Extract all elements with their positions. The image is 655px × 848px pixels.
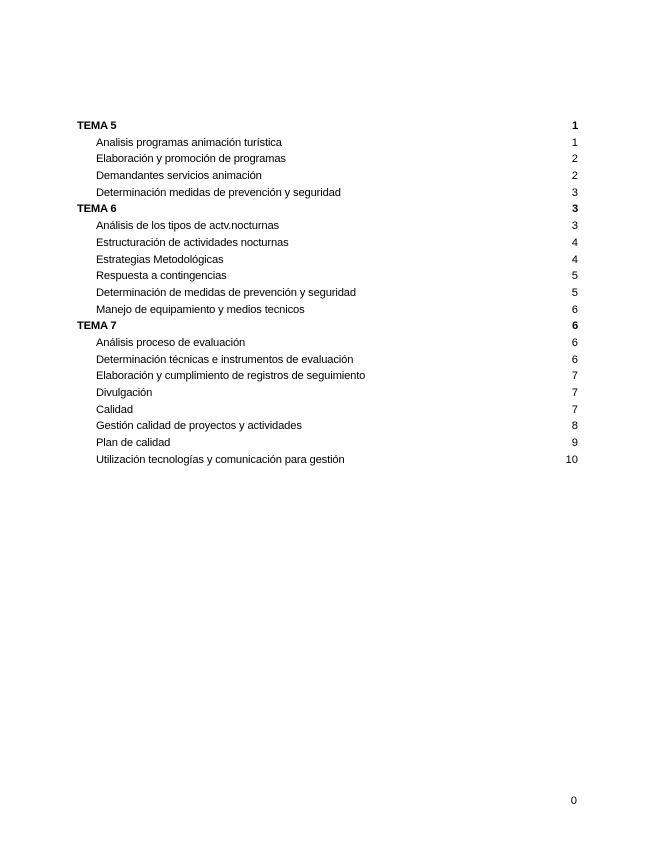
toc-entry-page: 7 bbox=[571, 403, 578, 416]
toc-entry[interactable] bbox=[77, 402, 578, 419]
toc-section-title: TEMA 7 bbox=[77, 320, 117, 333]
toc-entry-text: Manejo de equipamiento y medios tecnicos bbox=[96, 303, 305, 316]
toc-entry-text: Elaboración y cumplimiento de registros de seguimiento bbox=[96, 370, 366, 383]
toc-entry[interactable] bbox=[77, 368, 578, 385]
toc-entry[interactable] bbox=[77, 452, 578, 469]
toc-entry-text: Divulgación bbox=[96, 387, 153, 399]
toc-entry-page: 4 bbox=[571, 236, 578, 249]
toc-entry-page: 5 bbox=[571, 286, 578, 299]
toc-entry-page: 1 bbox=[571, 136, 578, 149]
toc-entry-text: Elaboración y promoción de programas bbox=[96, 153, 286, 166]
toc-entry-page: 4 bbox=[571, 253, 578, 266]
toc-entry[interactable] bbox=[77, 385, 578, 402]
toc-entry[interactable] bbox=[77, 335, 578, 352]
toc-entry-text: Gestión calidad de proyectos y actividades bbox=[96, 420, 302, 433]
toc-entry[interactable] bbox=[77, 418, 578, 435]
toc-section-tema-6[interactable] bbox=[77, 201, 578, 218]
toc-section-title: TEMA 5 bbox=[77, 120, 117, 132]
toc-entry-text: Utilización tecnologías y comunicación para gestión bbox=[96, 453, 345, 466]
toc-entry[interactable] bbox=[77, 252, 578, 269]
toc-entry-text: Respuesta a contingencias bbox=[96, 270, 227, 283]
toc-entry-page: 3 bbox=[571, 186, 578, 199]
toc-entry[interactable] bbox=[77, 285, 578, 302]
toc-entry-page: 10 bbox=[565, 453, 578, 466]
toc-section-title: TEMA 6 bbox=[77, 203, 117, 216]
toc-entry-text: Análisis de los tipos de actv.nocturnas bbox=[96, 220, 279, 233]
toc-entry-page: 6 bbox=[571, 353, 578, 366]
toc-entry[interactable] bbox=[77, 302, 578, 319]
toc-section-page: 6 bbox=[571, 320, 578, 333]
toc-entry-page: 7 bbox=[571, 370, 578, 383]
toc-entry[interactable] bbox=[77, 218, 578, 235]
toc-entry-text: Plan de calidad bbox=[96, 437, 171, 450]
toc-entry-page: 7 bbox=[571, 387, 578, 399]
toc-entry[interactable] bbox=[77, 435, 578, 452]
toc-entry-page: 2 bbox=[571, 153, 578, 166]
page-number: 0 bbox=[570, 795, 577, 807]
toc-entry-page: 9 bbox=[571, 437, 578, 450]
toc-entry[interactable] bbox=[77, 268, 578, 285]
toc-entry-page: 2 bbox=[571, 170, 578, 183]
toc-section-page: 1 bbox=[571, 120, 578, 132]
toc-entry[interactable] bbox=[77, 168, 578, 185]
toc-entry-text: Analisis programas animación turística bbox=[96, 136, 282, 149]
table-of-contents bbox=[77, 118, 578, 468]
toc-entry[interactable] bbox=[77, 135, 578, 152]
toc-entry-text: Calidad bbox=[96, 403, 133, 416]
toc-section-page: 3 bbox=[571, 203, 578, 216]
toc-entry-page: 6 bbox=[571, 303, 578, 316]
toc-section-tema-5[interactable] bbox=[77, 118, 578, 135]
toc-entry-text: Análisis proceso de evaluación bbox=[96, 336, 246, 349]
toc-entry[interactable] bbox=[77, 185, 578, 202]
toc-entry-text: Demandantes servicios animación bbox=[96, 170, 262, 183]
toc-entry-text: Determinación de medidas de prevención y seguridad bbox=[96, 286, 356, 299]
toc-entry-page: 8 bbox=[571, 420, 578, 433]
toc-entry-page: 6 bbox=[571, 336, 578, 349]
toc-entry[interactable] bbox=[77, 235, 578, 252]
toc-entry-text: Determinación medidas de prevención y seguridad bbox=[96, 186, 341, 199]
toc-entry-text: Estrategias Metodológicas bbox=[96, 253, 224, 266]
toc-entry[interactable] bbox=[77, 151, 578, 168]
toc-entry[interactable] bbox=[77, 352, 578, 369]
toc-entry-page: 3 bbox=[571, 220, 578, 233]
toc-section-tema-7[interactable] bbox=[77, 318, 578, 335]
toc-entry-page: 5 bbox=[571, 270, 578, 283]
toc-entry-text: Estructuración de actividades nocturnas bbox=[96, 236, 289, 249]
toc-entry-text: Determinación técnicas e instrumentos de evaluación bbox=[96, 353, 354, 366]
